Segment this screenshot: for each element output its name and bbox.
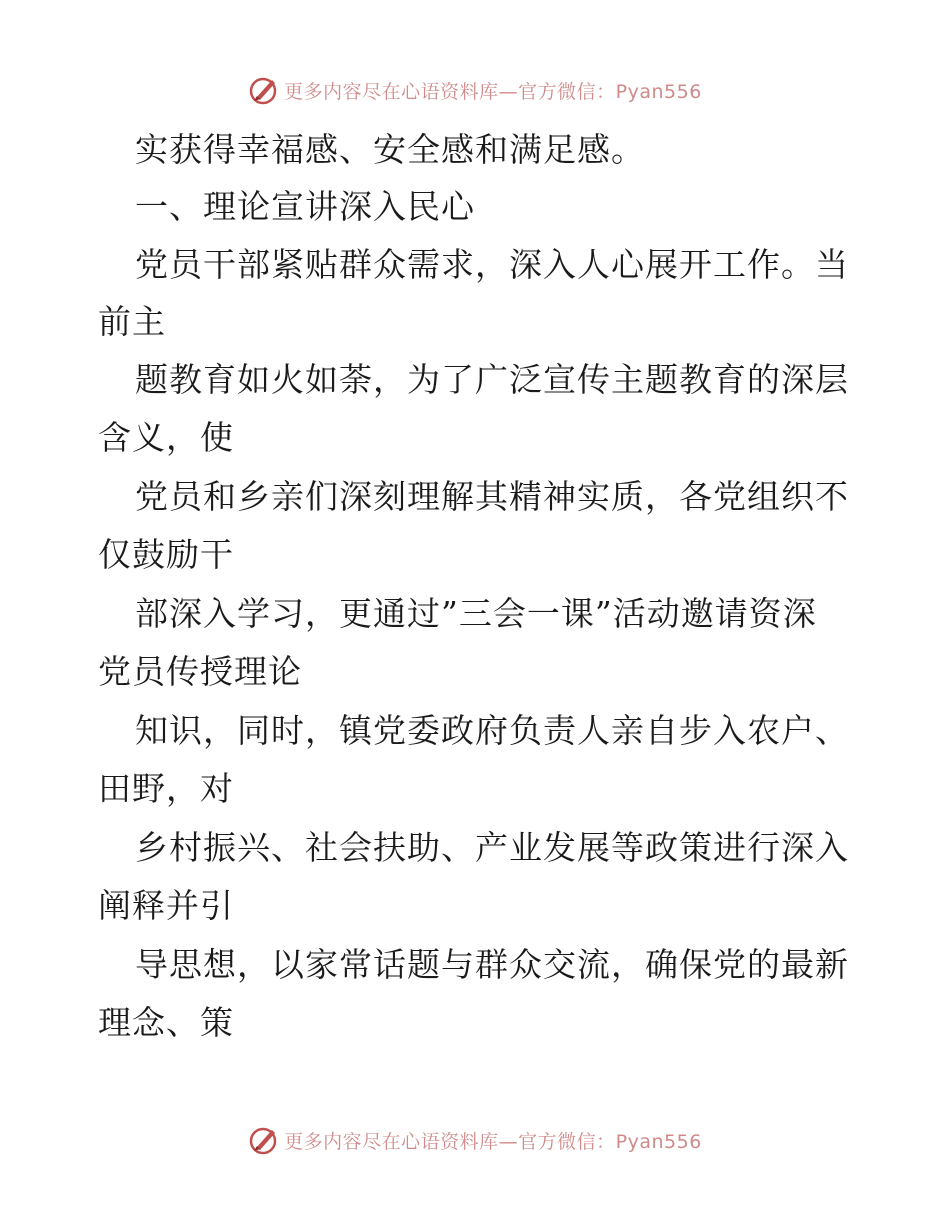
- paragraph-line: 题教育如火如荼，为了广泛宣传主题教育的深层: [135, 360, 849, 399]
- section-heading: 一、理论宣讲深入民心: [135, 187, 475, 226]
- watermark-text: 更多内容尽在心语资料库—官方微信：Pyan556: [284, 1130, 702, 1153]
- paragraph-line: 前主: [98, 302, 166, 341]
- watermark-text: 更多内容尽在心语资料库—官方微信：Pyan556: [284, 80, 702, 103]
- paragraph-line: 实获得幸福感、安全感和满足感。: [135, 130, 645, 169]
- paragraph-line: 乡村振兴、社会扶助、产业发展等政策进行深入: [135, 828, 849, 867]
- paragraph-line: 党员干部紧贴群众需求，深入人心展开工作。当: [135, 245, 849, 284]
- paragraph-line: 党员传授理论: [98, 652, 302, 691]
- paragraph-line: 党员和乡亲们深刻理解其精神实质，各党组织不: [135, 477, 849, 516]
- paragraph-line: 理念、策: [98, 1003, 234, 1042]
- paragraph-line: 含义，使: [98, 418, 234, 457]
- header-watermark: [0, 70, 950, 110]
- paragraph-line: 知识，同时，镇党委政府负责人亲自步入农户、: [135, 711, 849, 750]
- quill-pen-circle-icon: [248, 1124, 280, 1156]
- quill-pen-circle-icon: [248, 74, 280, 106]
- paragraph-line: 阐释并引: [98, 886, 234, 925]
- paragraph-line: 部深入学习，更通过”三会一课”活动邀请资深: [135, 594, 817, 633]
- paragraph-line: 田野，对: [98, 769, 234, 808]
- footer-watermark: [0, 1120, 950, 1160]
- paragraph-line: 仅鼓励干: [98, 535, 234, 574]
- paragraph-line: 导思想，以家常话题与群众交流，确保党的最新: [135, 945, 849, 984]
